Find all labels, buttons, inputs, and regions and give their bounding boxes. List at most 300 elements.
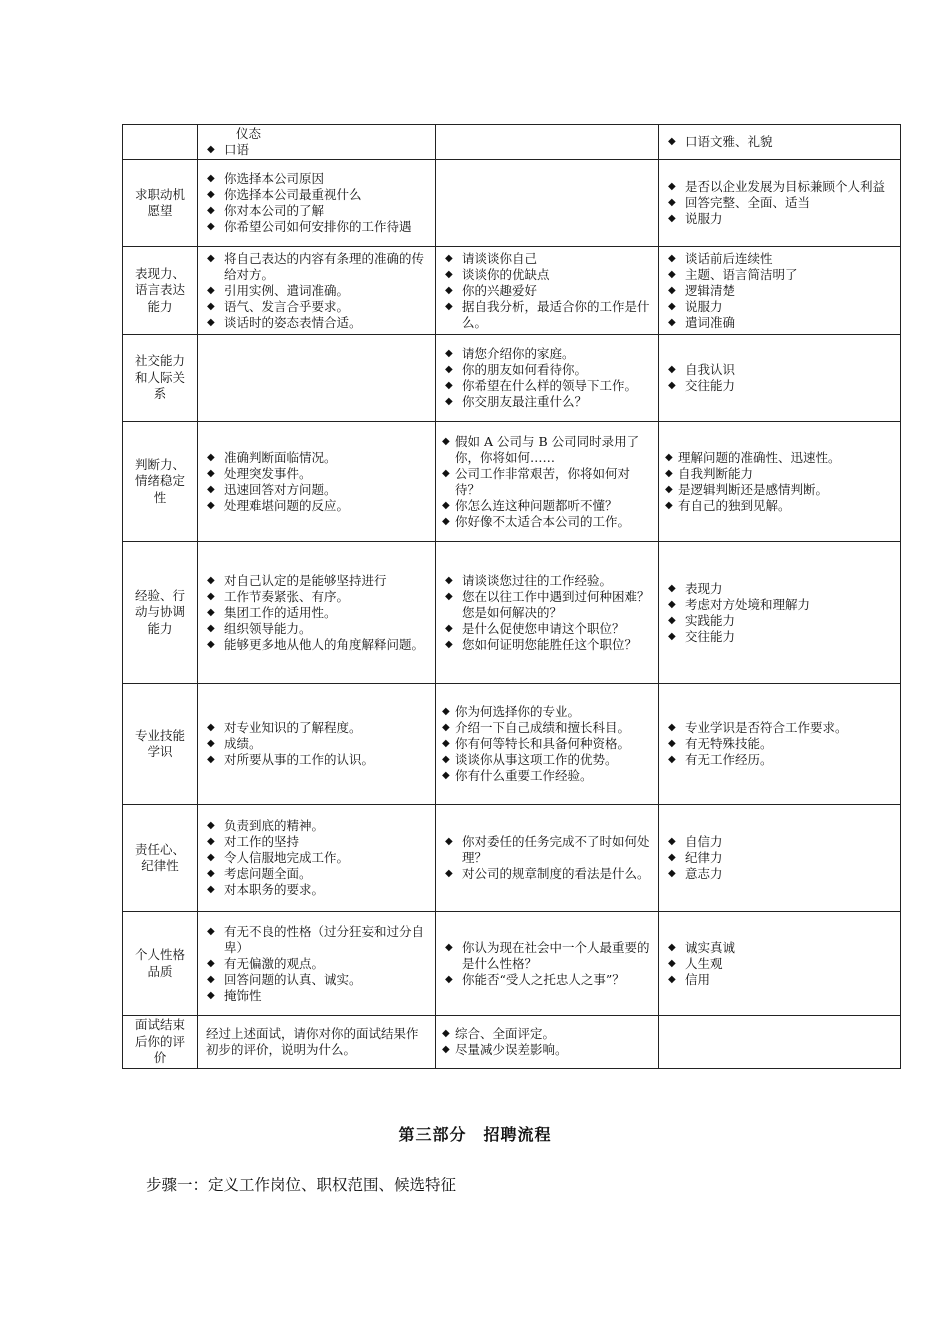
diamond-bullet-icon: ◆ <box>207 205 215 216</box>
diamond-bullet-icon: ◆ <box>207 606 215 618</box>
assessment-point-cell <box>198 125 436 160</box>
list-item-text: 交往能力 <box>685 378 736 393</box>
diamond-bullet-icon: ◆ <box>442 515 450 527</box>
list-item-text: 请谈谈您过往的工作经验。 <box>462 572 613 588</box>
assessment-point-cell <box>198 160 436 247</box>
list-item <box>665 466 894 482</box>
diamond-bullet-icon: ◆ <box>207 852 215 863</box>
list-item-text: 你有什么重要工作经验。 <box>455 768 593 783</box>
list-item <box>442 466 652 498</box>
list-item-text: 你好像不太适合本公司的工作。 <box>455 513 631 529</box>
list-item-text: 对公司的规章制度的看法是什么。 <box>462 866 650 881</box>
diamond-bullet-icon: ◆ <box>668 380 676 391</box>
list-item <box>665 195 894 211</box>
list-item <box>665 629 894 645</box>
list-item-text: 集团工作的适用性。 <box>224 604 337 620</box>
list-item <box>204 498 429 514</box>
diamond-bullet-icon: ◆ <box>668 197 676 208</box>
diamond-bullet-icon: ◆ <box>207 499 215 511</box>
category-cell: 经验、行动与协调能力 <box>123 542 198 684</box>
evaluation-focus-cell <box>659 160 901 247</box>
bullet-list <box>665 251 894 331</box>
diamond-bullet-icon: ◆ <box>442 1044 450 1055</box>
list-item-text: 你选择本公司原因 <box>224 171 325 186</box>
diamond-bullet-icon: ◆ <box>207 284 215 296</box>
diamond-bullet-icon: ◆ <box>445 268 453 280</box>
diamond-bullet-icon: ◆ <box>207 638 215 650</box>
list-item-text: 你交朋友最注重什么？ <box>462 394 588 409</box>
list-item <box>442 589 652 621</box>
list-item <box>442 704 652 720</box>
list-item-text: 准确判断面临情况。 <box>224 449 337 465</box>
category-cell: 专业技能学识 <box>123 684 198 805</box>
list-item-text: 有自己的独到见解。 <box>678 497 791 513</box>
diamond-bullet-icon: ◆ <box>207 836 215 847</box>
interview-criteria-table <box>122 124 901 1069</box>
list-item-text: 你的朋友如何看待你。 <box>462 362 588 377</box>
list-item <box>204 752 429 768</box>
list-item <box>442 267 652 283</box>
diamond-bullet-icon: ◆ <box>668 957 676 969</box>
list-item-text: 诚实真诚 <box>685 939 736 955</box>
list-item-text: 信用 <box>685 971 711 987</box>
category-cell: 个人性格品质 <box>123 912 198 1016</box>
table-row <box>123 160 901 247</box>
section-title: 第三部分 招聘流程 <box>398 1125 552 1144</box>
diamond-bullet-icon: ◆ <box>668 852 676 863</box>
diamond-bullet-icon: ◆ <box>445 638 453 650</box>
table-row <box>123 247 901 335</box>
list-item <box>442 498 652 514</box>
bullet-list <box>442 346 652 410</box>
diamond-bullet-icon: ◆ <box>207 722 215 733</box>
bullet-list <box>665 134 894 150</box>
sample-question-cell <box>436 1016 659 1069</box>
list-item-text: 有无特殊技能。 <box>685 736 773 751</box>
evaluation-focus-cell <box>659 805 901 912</box>
evaluation-focus-cell <box>659 684 901 805</box>
diamond-bullet-icon: ◆ <box>442 770 450 781</box>
bullet-list <box>442 704 652 784</box>
cell-text: 经过上述面试，请你对你的面试结果作初步的评价，说明为什么。 <box>206 1026 419 1057</box>
evaluation-focus-cell <box>659 542 901 684</box>
list-item-text: 对本职务的要求。 <box>224 882 325 897</box>
list-item <box>442 394 652 410</box>
list-item <box>204 589 429 605</box>
list-item <box>665 179 894 195</box>
diamond-bullet-icon: ◆ <box>207 738 215 749</box>
diamond-bullet-icon: ◆ <box>445 396 453 407</box>
evaluation-focus-cell <box>659 125 901 160</box>
diamond-bullet-icon: ◆ <box>668 868 676 879</box>
list-item <box>204 315 429 331</box>
list-item <box>665 581 894 597</box>
list-item-text: 回答完整、全面、适当 <box>685 195 811 210</box>
diamond-bullet-icon: ◆ <box>207 989 215 1001</box>
list-item-text: 谈谈你从事这项工作的优势。 <box>455 752 618 767</box>
list-item <box>665 134 894 150</box>
cell-text: 仪态 <box>236 126 262 141</box>
diamond-bullet-icon: ◆ <box>668 614 676 626</box>
sample-question-cell <box>436 335 659 422</box>
list-item-text: 遣词准确 <box>685 314 736 330</box>
table-body <box>123 125 901 1069</box>
diamond-bullet-icon: ◆ <box>445 941 453 953</box>
diamond-bullet-icon: ◆ <box>442 738 450 749</box>
sample-question-cell <box>436 684 659 805</box>
evaluation-focus-cell <box>659 422 901 542</box>
list-item-text: 能够更多地从他人的角度解释问题。 <box>224 636 425 652</box>
list-item <box>204 283 429 299</box>
list-item-text: 对专业知识的了解程度。 <box>224 720 362 735</box>
diamond-bullet-icon: ◆ <box>668 598 676 610</box>
bullet-list <box>665 450 894 514</box>
list-item <box>204 882 429 898</box>
bullet-list <box>442 573 652 653</box>
list-item-text: 谈话前后连续性 <box>685 250 773 266</box>
bullet-list <box>665 362 894 394</box>
list-item-text: 你的兴趣爱好 <box>462 282 538 298</box>
list-item <box>204 466 429 482</box>
list-item <box>665 613 894 629</box>
list-item <box>665 299 894 315</box>
list-item-text: 您在以往工作中遇到过何种困难？您是如何解决的？ <box>462 588 650 620</box>
list-item-text: 成绩。 <box>224 736 262 751</box>
diamond-bullet-icon: ◆ <box>668 722 676 733</box>
list-item-text: 自我认识 <box>685 362 736 377</box>
sample-question-cell <box>436 125 659 160</box>
diamond-bullet-icon: ◆ <box>665 451 673 463</box>
list-item-text: 组织领导能力。 <box>224 620 312 636</box>
list-item-text: 请谈谈你自己 <box>462 250 538 266</box>
list-item <box>204 924 429 956</box>
table-row <box>123 684 901 805</box>
list-item <box>204 818 429 834</box>
diamond-bullet-icon: ◆ <box>668 136 676 147</box>
step-one-text: 步骤一：定义工作岗位、职权范围、候选特征 <box>146 1176 457 1194</box>
diamond-bullet-icon: ◆ <box>207 957 215 969</box>
diamond-bullet-icon: ◆ <box>207 316 215 328</box>
diamond-bullet-icon: ◆ <box>665 483 673 495</box>
list-item <box>442 752 652 768</box>
diamond-bullet-icon: ◆ <box>207 467 215 479</box>
bullet-list <box>442 251 652 331</box>
sample-question-cell <box>436 912 659 1016</box>
list-item-text: 专业学识是否符合工作要求。 <box>685 720 848 735</box>
sample-question-cell <box>436 805 659 912</box>
diamond-bullet-icon: ◆ <box>207 221 215 232</box>
list-item-text: 说服力 <box>685 211 723 226</box>
diamond-bullet-icon: ◆ <box>668 300 676 312</box>
diamond-bullet-icon: ◆ <box>668 213 676 224</box>
list-item-text: 人生观 <box>685 955 723 971</box>
list-item-text: 对自己认定的是能够坚持进行 <box>224 572 387 588</box>
list-item-text: 纪律力 <box>685 850 723 865</box>
list-item <box>442 834 652 866</box>
evaluation-focus-cell <box>659 335 901 422</box>
list-item-text: 你认为现在社会中一个人最重要的是什么性格？ <box>462 939 650 971</box>
list-item-text: 有无偏激的观点。 <box>224 955 325 971</box>
list-item <box>442 346 652 362</box>
list-item-text: 是否以企业发展为目标兼顾个人利益 <box>685 179 886 194</box>
list-item <box>665 482 894 498</box>
list-item-text: 自信力 <box>685 834 723 849</box>
diamond-bullet-icon: ◆ <box>442 435 450 447</box>
list-item <box>442 283 652 299</box>
list-item <box>665 251 894 267</box>
list-item-text: 意志力 <box>685 866 723 881</box>
list-item <box>665 450 894 466</box>
list-item-text: 谈谈你的优缺点 <box>462 266 550 282</box>
list-item-text: 是什么促使您申请这个职位？ <box>462 620 625 636</box>
list-item-text: 你怎么连这种问题都听不懂？ <box>455 497 618 513</box>
category-cell <box>123 125 198 160</box>
list-item-text: 有无工作经历。 <box>685 752 773 767</box>
list-item-text: 尽量减少误差影响。 <box>455 1042 568 1057</box>
diamond-bullet-icon: ◆ <box>668 316 676 328</box>
list-item <box>442 940 652 972</box>
list-item <box>204 203 429 219</box>
list-item <box>204 187 429 203</box>
bullet-list <box>204 573 429 653</box>
diamond-bullet-icon: ◆ <box>207 820 215 831</box>
list-item <box>665 597 894 613</box>
list-item <box>442 1042 652 1058</box>
bullet-list <box>204 171 429 235</box>
diamond-bullet-icon: ◆ <box>207 189 215 200</box>
assessment-point-cell <box>198 912 436 1016</box>
list-item <box>204 219 429 235</box>
diamond-bullet-icon: ◆ <box>445 380 453 391</box>
assessment-point-cell <box>198 422 436 542</box>
list-item-text: 对工作的坚持 <box>224 834 300 849</box>
diamond-bullet-icon: ◆ <box>668 941 676 953</box>
bullet-list <box>204 720 429 768</box>
list-item-text: 引用实例、遣词准确。 <box>224 282 350 298</box>
list-item <box>204 605 429 621</box>
category-cell: 社交能力和人际关系 <box>123 335 198 422</box>
list-item <box>204 720 429 736</box>
list-item-text: 理解问题的准确性、迅速性。 <box>678 449 841 465</box>
table-row <box>123 422 901 542</box>
assessment-point-cell <box>198 247 436 335</box>
diamond-bullet-icon: ◆ <box>445 348 453 359</box>
list-item <box>665 850 894 866</box>
diamond-bullet-icon: ◆ <box>445 590 453 602</box>
table-row <box>123 805 901 912</box>
bullet-list <box>665 581 894 645</box>
sample-question-cell <box>436 247 659 335</box>
diamond-bullet-icon: ◆ <box>445 836 453 847</box>
assessment-point-cell <box>198 684 436 805</box>
diamond-bullet-icon: ◆ <box>445 622 453 634</box>
bullet-list <box>442 434 652 530</box>
list-item <box>204 171 429 187</box>
table-row <box>123 125 901 160</box>
list-item <box>442 768 652 784</box>
list-item-text: 回答问题的认真、诚实。 <box>224 971 362 987</box>
list-item <box>442 434 652 466</box>
list-item-text: 负责到底的精神。 <box>224 818 325 833</box>
diamond-bullet-icon: ◆ <box>207 300 215 312</box>
list-item <box>204 972 429 988</box>
diamond-bullet-icon: ◆ <box>445 868 453 879</box>
diamond-bullet-icon: ◆ <box>445 574 453 586</box>
list-item <box>204 573 429 589</box>
assessment-point-cell <box>198 805 436 912</box>
bullet-list <box>442 834 652 882</box>
list-item <box>665 267 894 283</box>
diamond-bullet-icon: ◆ <box>442 1028 450 1039</box>
list-item-text: 迅速回答对方问题。 <box>224 481 337 497</box>
list-item-text: 综合、全面评定。 <box>455 1026 556 1041</box>
sample-question-cell <box>436 160 659 247</box>
category-cell: 责任心、纪律性 <box>123 805 198 912</box>
assessment-point-cell <box>198 1016 436 1069</box>
evaluation-focus-cell <box>659 912 901 1016</box>
diamond-bullet-icon: ◆ <box>442 467 450 479</box>
diamond-bullet-icon: ◆ <box>445 300 453 312</box>
list-item <box>665 866 894 882</box>
list-item-text: 公司工作非常艰苦，你将如何对待？ <box>455 465 631 497</box>
list-item-text: 你能否“受人之托忠人之事”？ <box>462 971 625 987</box>
list-item <box>442 720 652 736</box>
table-row <box>123 912 901 1016</box>
diamond-bullet-icon: ◆ <box>668 364 676 375</box>
list-item <box>665 378 894 394</box>
diamond-bullet-icon: ◆ <box>207 252 215 264</box>
list-item-text: 掩饰性 <box>224 987 262 1003</box>
list-item <box>204 251 429 283</box>
diamond-bullet-icon: ◆ <box>442 754 450 765</box>
diamond-bullet-icon: ◆ <box>668 268 676 280</box>
list-item <box>665 834 894 850</box>
assessment-point-cell <box>198 542 436 684</box>
list-item-text: 处理突发事件。 <box>224 465 312 481</box>
diamond-bullet-icon: ◆ <box>445 973 453 985</box>
category-cell: 表现力、语言表达能力 <box>123 247 198 335</box>
list-item-text: 据自我分析，最适合你的工作是什么。 <box>462 298 650 330</box>
table-row <box>123 1016 901 1069</box>
bullet-list <box>665 940 894 988</box>
list-item <box>442 251 652 267</box>
list-item <box>204 736 429 752</box>
diamond-bullet-icon: ◆ <box>207 868 215 879</box>
list-item <box>204 450 429 466</box>
list-item <box>665 362 894 378</box>
list-item-text: 处理难堪问题的反应。 <box>224 497 350 513</box>
diamond-bullet-icon: ◆ <box>445 252 453 264</box>
list-item <box>665 498 894 514</box>
list-item <box>204 299 429 315</box>
bullet-list <box>442 940 652 988</box>
sample-question-cell <box>436 542 659 684</box>
list-item-text: 假如 A 公司与 B 公司同时录用了你，你将如何…… <box>455 433 640 465</box>
bullet-list <box>204 924 429 1004</box>
list-item-text: 自我判断能力 <box>678 465 754 481</box>
assessment-point-cell <box>198 335 436 422</box>
bullet-list <box>665 834 894 882</box>
bullet-list <box>204 142 429 158</box>
list-item <box>442 621 652 637</box>
diamond-bullet-icon: ◆ <box>442 499 450 511</box>
list-item-text: 工作节奏紧张、有序。 <box>224 588 350 604</box>
list-item-text: 请您介绍你的家庭。 <box>462 346 575 361</box>
table-row <box>123 335 901 422</box>
list-item <box>442 1026 652 1042</box>
bullet-list <box>442 1026 652 1058</box>
diamond-bullet-icon: ◆ <box>207 925 215 937</box>
list-item <box>442 637 652 653</box>
list-item <box>665 752 894 768</box>
list-item <box>665 956 894 972</box>
category-cell: 面试结束后你的评价 <box>123 1016 198 1069</box>
list-item <box>204 866 429 882</box>
list-item-text: 你为何选择你的专业。 <box>455 704 581 719</box>
diamond-bullet-icon: ◆ <box>207 483 215 495</box>
list-item-text: 谈话时的姿态表情合适。 <box>224 314 362 330</box>
diamond-bullet-icon: ◆ <box>668 284 676 296</box>
list-item <box>442 378 652 394</box>
diamond-bullet-icon: ◆ <box>668 252 676 264</box>
list-item-text: 你有何等特长和具备何种资格。 <box>455 736 631 751</box>
list-item-text: 主题、语言简洁明了 <box>685 266 798 282</box>
list-item-text: 语气、发言合乎要求。 <box>224 298 350 314</box>
list-item-text: 对所要从事的工作的认识。 <box>224 752 375 767</box>
list-item <box>665 720 894 736</box>
list-item-text: 你选择本公司最重视什么 <box>224 187 362 202</box>
diamond-bullet-icon: ◆ <box>207 590 215 602</box>
list-item-text: 您如何证明您能胜任这个职位？ <box>462 636 638 652</box>
list-item <box>442 299 652 331</box>
bullet-list <box>665 720 894 768</box>
diamond-bullet-icon: ◆ <box>668 630 676 642</box>
diamond-bullet-icon: ◆ <box>445 284 453 296</box>
list-item-text: 你希望公司如何安排你的工作待遇 <box>224 219 412 234</box>
list-item <box>442 573 652 589</box>
diamond-bullet-icon: ◆ <box>207 451 215 463</box>
list-item <box>204 142 429 158</box>
diamond-bullet-icon: ◆ <box>668 582 676 594</box>
list-item <box>665 211 894 227</box>
list-item-text: 你对本公司的了解 <box>224 203 325 218</box>
list-item-text: 逻辑清楚 <box>685 282 736 298</box>
list-item-text: 实践能力 <box>685 612 736 628</box>
diamond-bullet-icon: ◆ <box>207 754 215 765</box>
list-item-text: 你希望在什么样的领导下工作。 <box>462 378 638 393</box>
diamond-bullet-icon: ◆ <box>207 884 215 895</box>
list-item <box>442 514 652 530</box>
list-item-text: 表现力 <box>685 580 723 596</box>
list-item-text: 口语 <box>224 142 250 157</box>
category-cell: 求职动机愿望 <box>123 160 198 247</box>
list-item <box>665 315 894 331</box>
diamond-bullet-icon: ◆ <box>207 622 215 634</box>
table-row <box>123 542 901 684</box>
diamond-bullet-icon: ◆ <box>668 738 676 749</box>
list-item <box>204 956 429 972</box>
diamond-bullet-icon: ◆ <box>665 467 673 479</box>
list-item-text: 交往能力 <box>685 628 736 644</box>
bullet-list <box>665 179 894 227</box>
list-item-text: 说服力 <box>685 298 723 314</box>
bullet-list <box>204 450 429 514</box>
list-item <box>442 972 652 988</box>
evaluation-focus-cell <box>659 247 901 335</box>
list-item <box>665 283 894 299</box>
diamond-bullet-icon: ◆ <box>668 181 676 192</box>
diamond-bullet-icon: ◆ <box>442 722 450 733</box>
